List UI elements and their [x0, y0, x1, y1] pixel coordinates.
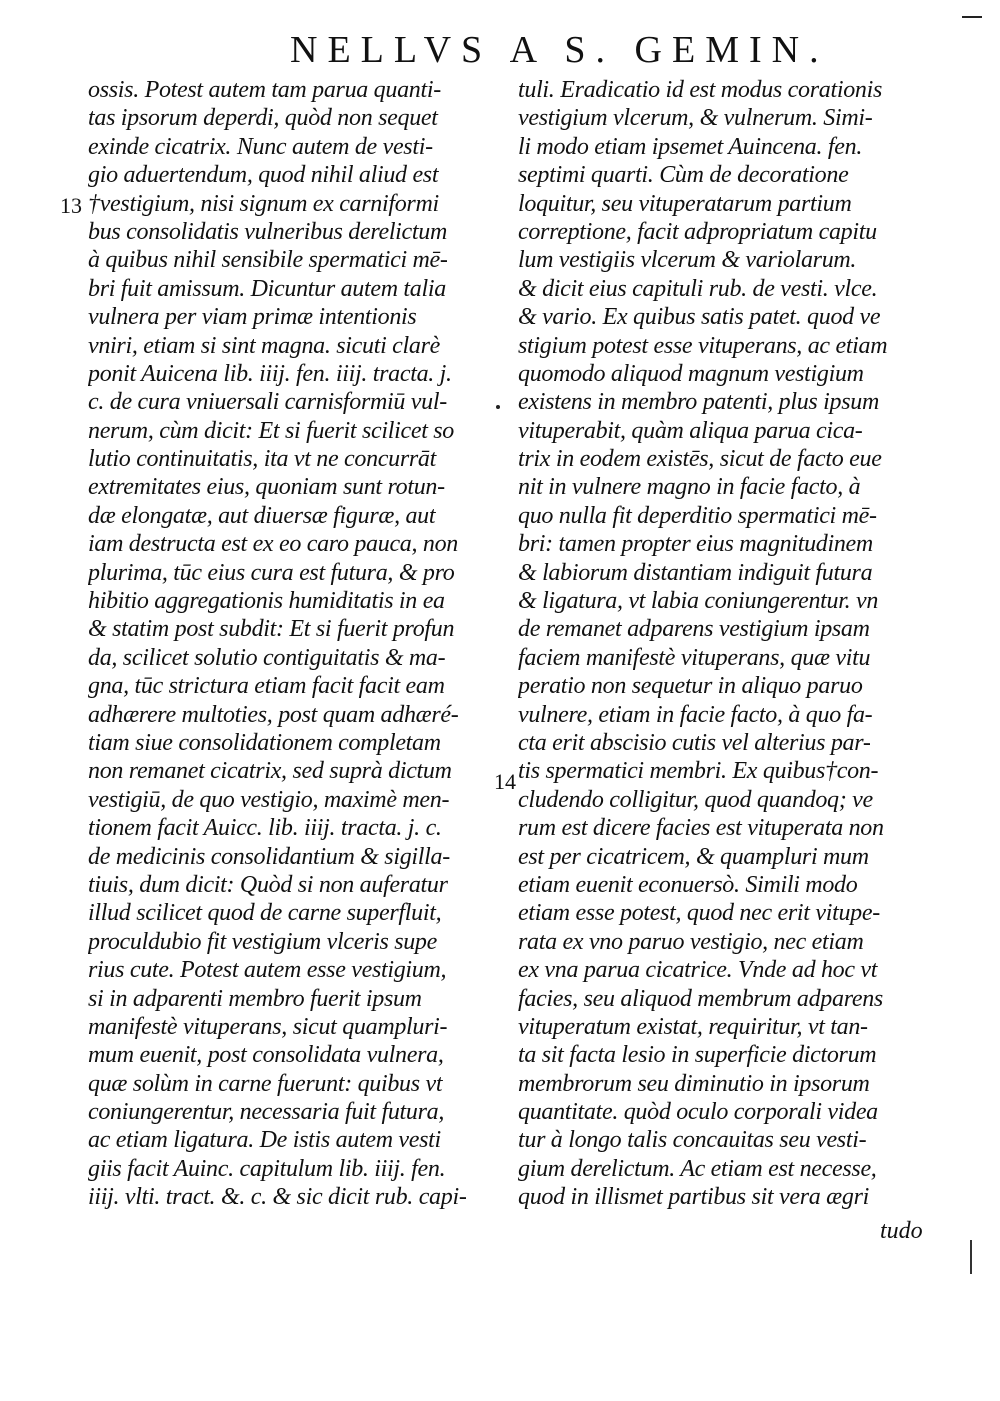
text-line: si in adparenti membro fuerit ipsum: [88, 985, 422, 1012]
text-line: da, scilicet solutio contiguitatis & ma-: [88, 644, 446, 671]
catchword: tudo: [880, 1218, 923, 1244]
text-line: ponit Auicena lib. iiij. fen. iiij. tracta. j.: [88, 360, 452, 387]
text-line: manifestè vituperans, sicut quampluri-: [88, 1013, 448, 1040]
text-line: tuli. Eradicatio id est modus corationis: [518, 77, 882, 103]
text-line: tiuis, dum dicit: Quòd si non auferatur: [88, 871, 448, 898]
text-line: gium derelictum. Ac etiam est necesse,: [518, 1155, 877, 1182]
text-line: giis facit Auinc. capitulum lib. iiij. fen.: [88, 1155, 446, 1182]
page-edge-mark: [970, 1240, 972, 1274]
text-line: vulnere, etiam in facie facto, à quo fa-: [518, 701, 873, 728]
text-line: illud scilicet quod de carne superfluit,: [88, 900, 442, 927]
text-line: rius cute. Potest autem esse vestigium,: [88, 957, 447, 984]
text-line: faciem manifestè vituperans, quæ vitu: [518, 644, 871, 671]
text-line: existens in membro patenti, plus ipsum: [518, 389, 880, 416]
text-line: de remanet adparens vestigium ipsam: [518, 616, 870, 643]
text-line: ac etiam ligatura. De istis autem vesti: [88, 1127, 441, 1154]
text-line: peratio non sequetur in aliquo paruo: [518, 673, 863, 700]
text-line: lum vestigiis vlcerum & variolarum.: [518, 247, 857, 274]
text-line: tionem facit Auicc. lib. iiij. tracta. j. c.: [88, 815, 442, 842]
text-line: dæ elongatæ, aut diuersæ figuræ, aut: [88, 502, 436, 529]
text-line: correptione, facit adpropriatum capitu: [518, 218, 877, 245]
text-line: plurima, tūc eius cura est futura, & pro: [88, 559, 455, 586]
text-line: cta erit abscisio cutis vel alterius par-: [518, 729, 871, 756]
text-line: à quibus nihil sensibile spermatici mē-: [88, 247, 448, 274]
text-line: vulnera per viam primæ intentionis: [88, 304, 417, 331]
text-line: tur à longo talis concauitas seu vesti-: [518, 1127, 867, 1154]
text-line: ta sit facta lesio in superficie dictorum: [518, 1042, 877, 1069]
text-line: & ligatura, vt labia coniungerentur. vn: [518, 588, 879, 615]
text-line: quomodo aliquod magnum vestigium: [518, 360, 864, 387]
text-line: †vestigium, nisi signum ex carniformi: [88, 190, 439, 217]
text-line: quod in illismet partibus sit vera ægri: [518, 1184, 869, 1211]
text-line: & statim post subdit: Et si fuerit profun: [88, 616, 455, 643]
text-line: mum euenit, post consolidata vulnera,: [88, 1042, 444, 1069]
text-line: vituperabit, quàm aliqua parua cica-: [518, 417, 863, 444]
text-line: vniri, etiam si sint magna. sicuti clarè: [88, 332, 440, 359]
text-line: bri: tamen propter eius magnitudinem: [518, 531, 873, 558]
text-line: quæ solùm in carne fuerunt: quibus vt: [88, 1070, 443, 1097]
text-line: tiam siue consolidationem completam: [88, 729, 441, 756]
left-text-column: [88, 76, 508, 1212]
text-line: etiam euenit econuersò. Simili modo: [518, 871, 858, 898]
right-text-column: [518, 76, 938, 1212]
text-line: vestigiū, de quo vestigio, maximè men-: [88, 786, 450, 813]
text-line: cludendo colligitur, quod quandoq; ve: [518, 786, 873, 813]
text-line: tas ipsorum deperdi, quòd non sequet: [88, 105, 438, 132]
text-line: coniungerentur, necessaria fuit futura,: [88, 1099, 445, 1126]
text-line: li modo etiam ipsemet Auincena. fen.: [518, 133, 863, 160]
text-line: trix in eodem existēs, sicut de facto eue: [518, 446, 882, 473]
text-line: quo nulla fit deperditio spermatici mē-: [518, 502, 877, 529]
text-line: c. de cura vniuersali carnisformiū vul-: [88, 389, 447, 416]
text-line: & labiorum distantiam indiguit futura: [518, 559, 873, 586]
text-line: ex vna parua cicatrice. Vnde ad hoc vt: [518, 957, 878, 984]
text-line: membrorum seu diminutio in ipsorum: [518, 1070, 870, 1097]
text-line: loquitur, seu vituperatarum partium: [518, 190, 852, 217]
text-line: facies, seu aliquod membrum adparens: [518, 985, 883, 1012]
text-line: nit in vulnere magno in facie facto, à: [518, 474, 861, 501]
text-line: iiij. vlti. tract. &. c. & sic dicit rub. capi-: [88, 1184, 467, 1211]
text-line: vituperatum existat, requiritur, vt tan-: [518, 1013, 868, 1040]
text-line: iam destructa est ex eo caro pauca, non: [88, 531, 458, 558]
text-line: bus consolidatis vulneribus derelictum: [88, 218, 448, 245]
text-line: gna, tūc strictura etiam facit facit eam: [88, 673, 445, 700]
text-line: extremitates eius, quoniam sunt rotun-: [88, 474, 445, 501]
text-line: hibitio aggregationis humiditatis in ea: [88, 588, 445, 615]
text-line: etiam esse potest, quod nec erit vitupe-: [518, 900, 880, 927]
text-line: stigium potest esse vituperans, ac etiam: [518, 332, 888, 359]
text-line: non remanet cicatrix, sed suprà dictum: [88, 758, 452, 785]
text-line: rum est dicere facies est vituperata non: [518, 815, 884, 842]
text-line: quantitate. quòd oculo corporali videa: [518, 1099, 878, 1126]
text-line: est per cicatricem, & quampluri mum: [518, 843, 869, 870]
text-line: exinde cicatrix. Nunc autem de vesti-: [88, 133, 433, 160]
text-line: lutio continuitatis, ita vt ne concurrāt: [88, 446, 436, 473]
text-line: ossis. Potest autem tam parua quanti-: [88, 77, 441, 103]
text-line: vestigium vlcerum, & vulnerum. Simi-: [518, 105, 873, 132]
top-margin-rule: [962, 16, 982, 18]
running-head: NELLVS A S. GEMIN.: [290, 29, 829, 71]
text-line: de medicinis consolidantium & sigilla-: [88, 843, 450, 870]
text-line: septimi quarti. Cùm de decoratione: [518, 162, 849, 189]
text-line: rata ex vno paruo vestigio, nec etiam: [518, 928, 864, 955]
marginal-number-13: 13: [60, 193, 82, 218]
text-line: & dicit eius capituli rub. de vesti. vlce.: [518, 275, 878, 302]
print-dot-mark: [496, 405, 500, 409]
text-line: & vario. Ex quibus satis patet. quod ve: [518, 304, 881, 331]
marginal-number-14: 14: [494, 769, 516, 794]
text-line: tis spermatici membri. Ex quibus†con-: [518, 758, 879, 785]
text-line: adhærere multoties, post quam adhæré-: [88, 701, 459, 728]
text-line: nerum, cùm dicit: Et si fuerit scilicet so: [88, 417, 454, 444]
text-line: proculdubio fit vestigium vlceris supe: [88, 928, 437, 955]
text-line: gio aduertendum, quod nihil aliud est: [88, 162, 439, 189]
text-line: bri fuit amissum. Dicuntur autem talia: [88, 275, 446, 302]
